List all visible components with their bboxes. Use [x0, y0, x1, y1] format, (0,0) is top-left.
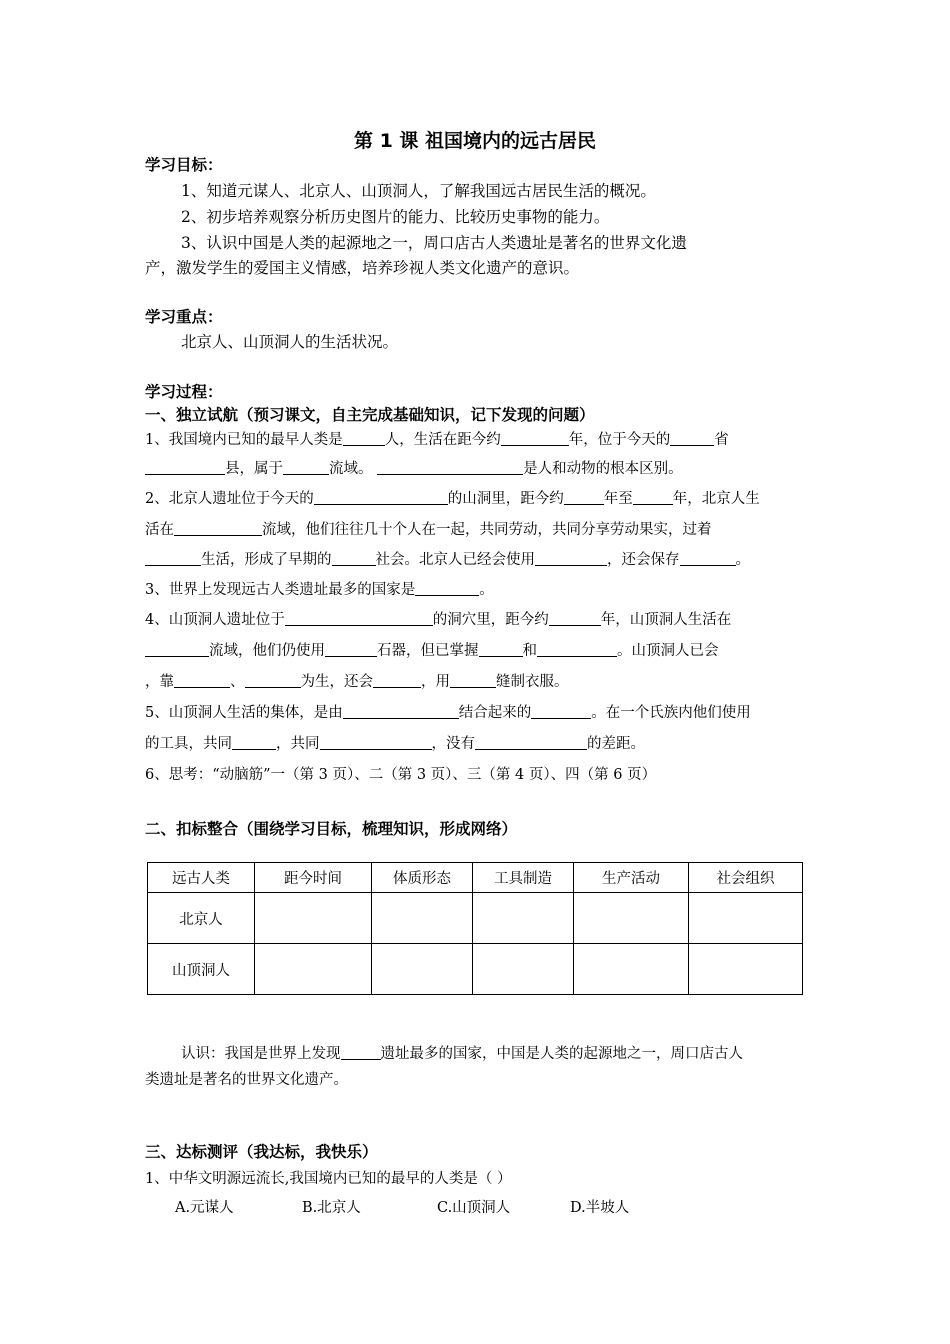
blank[interactable]	[341, 1045, 381, 1060]
blank[interactable]	[479, 642, 523, 657]
question-6: 6、思考：“动脑筋”一（第 3 页）、二（第 3 页）、三（第 4 页）、四（第 6 页）	[145, 767, 657, 783]
question-2-line-1: 2、北京人遗址位于今天的 的山洞里，距今约 年至 年，北京人生	[145, 491, 760, 507]
table-cell[interactable]	[372, 944, 473, 995]
question-1-line-2: 县，属于 流域。 是人和动物的根本区别。	[145, 457, 683, 478]
option-b[interactable]: B.北京人	[302, 1200, 361, 1216]
blank[interactable]	[475, 735, 587, 750]
recognition-line-2: 类遗址是著名的世界文化遗产。	[145, 1072, 348, 1088]
blank[interactable]	[314, 490, 448, 505]
question-5-line-2: 的工具，共同 ，共同 ，没有 的差距。	[145, 736, 645, 752]
objective-3-cont: 产，激发学生的爱国主义情感，培养珍视人类文化遗产的意识。	[145, 259, 580, 277]
table-row-label: 山顶洞人	[148, 944, 255, 995]
blank[interactable]	[343, 704, 459, 719]
table-cell[interactable]	[255, 893, 372, 944]
option-d[interactable]: D.半坡人	[570, 1200, 630, 1216]
blank[interactable]	[332, 551, 376, 566]
objective-2: 2、初步培养观察分析历史图片的能力、比较历史事物的能力。	[181, 208, 610, 226]
blank[interactable]	[343, 431, 385, 446]
blank[interactable]	[320, 735, 432, 750]
table-row	[148, 944, 803, 995]
table-cell[interactable]	[689, 944, 803, 995]
section2-heading: 二、扣标整合（围绕学习目标，梳理知识，形成网络）	[145, 820, 518, 838]
blank[interactable]	[450, 673, 496, 688]
table-header-cell: 社会组织	[689, 863, 803, 893]
table-row-label: 北京人	[148, 893, 255, 944]
focus-heading: 学习重点：	[145, 308, 223, 326]
blank[interactable]	[285, 611, 433, 626]
blank[interactable]	[245, 673, 301, 688]
blank[interactable]	[535, 551, 607, 566]
blank[interactable]	[549, 611, 601, 626]
section1-heading: 一、独立试航（预习课文，自主完成基础知识，记下发现的问题）	[145, 406, 595, 424]
option-c[interactable]: C.山顶洞人	[437, 1200, 511, 1216]
blank[interactable]	[415, 581, 479, 596]
blank[interactable]	[377, 460, 523, 475]
blank[interactable]	[145, 551, 201, 566]
objective-1: 1、知道元谋人、北京人、山顶洞人，了解我国远古居民生活的概况。	[181, 182, 656, 200]
blank[interactable]	[232, 735, 276, 750]
table-cell[interactable]	[689, 893, 803, 944]
blank[interactable]	[633, 490, 673, 505]
blank[interactable]	[680, 551, 736, 566]
blank[interactable]	[283, 460, 329, 475]
table-header-cell: 生产活动	[574, 863, 689, 893]
table-cell[interactable]	[372, 893, 473, 944]
question-1-line-1: 1、我国境内已知的最早人类是 人，生活在距今约 年，位于今天的 省	[145, 432, 729, 448]
table-header-cell: 体质形态	[372, 863, 473, 893]
blank[interactable]	[145, 642, 209, 657]
blank[interactable]	[531, 704, 591, 719]
question-5-line-1: 5、山顶洞人生活的集体，是由 结合起来的 。在一个氏族内他们使用	[145, 705, 751, 721]
table-cell[interactable]	[473, 893, 574, 944]
blank[interactable]	[373, 673, 421, 688]
question-2-line-2: 活在 流域，他们往往几十个人在一起，共同劳动，共同分享劳动果实，过着	[145, 522, 712, 538]
table-cell[interactable]	[473, 944, 574, 995]
blank[interactable]	[670, 431, 714, 446]
blank[interactable]	[537, 642, 617, 657]
objective-3: 3、认识中国是人类的起源地之一，周口店古人类遗址是著名的世界文化遗	[181, 234, 687, 252]
question-3: 3、世界上发现远古人类遗址最多的国家是 。	[145, 582, 494, 598]
table-cell[interactable]	[574, 893, 689, 944]
table-header-row	[148, 863, 803, 893]
table-header-cell: 工具制造	[473, 863, 574, 893]
summary-table	[147, 862, 803, 995]
option-a[interactable]: A.元谋人	[175, 1200, 234, 1216]
table-header-cell: 远古人类	[148, 863, 255, 893]
table-row	[148, 893, 803, 944]
process-heading: 学习过程：	[145, 383, 223, 401]
table-cell[interactable]	[574, 944, 689, 995]
question-4-line-1: 4、山顶洞人遗址位于 的洞穴里，距今约 年，山顶洞人生活在	[145, 612, 732, 628]
section3-heading: 三、达标测评（我达标，我快乐）	[145, 1143, 378, 1161]
objectives-heading: 学习目标：	[145, 156, 223, 174]
question-4-line-3: ，靠 、 为生，还会 ，用 缝制衣服。	[145, 674, 569, 690]
focus-text: 北京人、山顶洞人的生活状况。	[181, 333, 399, 351]
test-question-1: 1、中华文明源远流长,我国境内已知的最早的人类是（ ）	[145, 1171, 512, 1187]
question-2-line-3: 生活，形成了早期的 社会。北京人已经会使用 ，还会保存 。	[145, 548, 750, 569]
blank[interactable]	[145, 460, 225, 475]
blank[interactable]	[325, 642, 377, 657]
blank[interactable]	[174, 521, 262, 536]
blank[interactable]	[564, 490, 604, 505]
page-title: 第 1 课 祖国境内的远古居民	[353, 130, 597, 152]
table-header-cell: 距今时间	[255, 863, 372, 893]
table-cell[interactable]	[255, 944, 372, 995]
question-4-line-2: 流域，他们仍使用 石器，但已掌握 和 。山顶洞人已会	[145, 639, 719, 660]
blank[interactable]	[501, 431, 569, 446]
blank[interactable]	[174, 673, 230, 688]
recognition-line-1: 认识：我国是世界上发现 遗址最多的国家，中国是人类的起源地之一，周口店古人	[181, 1046, 743, 1062]
